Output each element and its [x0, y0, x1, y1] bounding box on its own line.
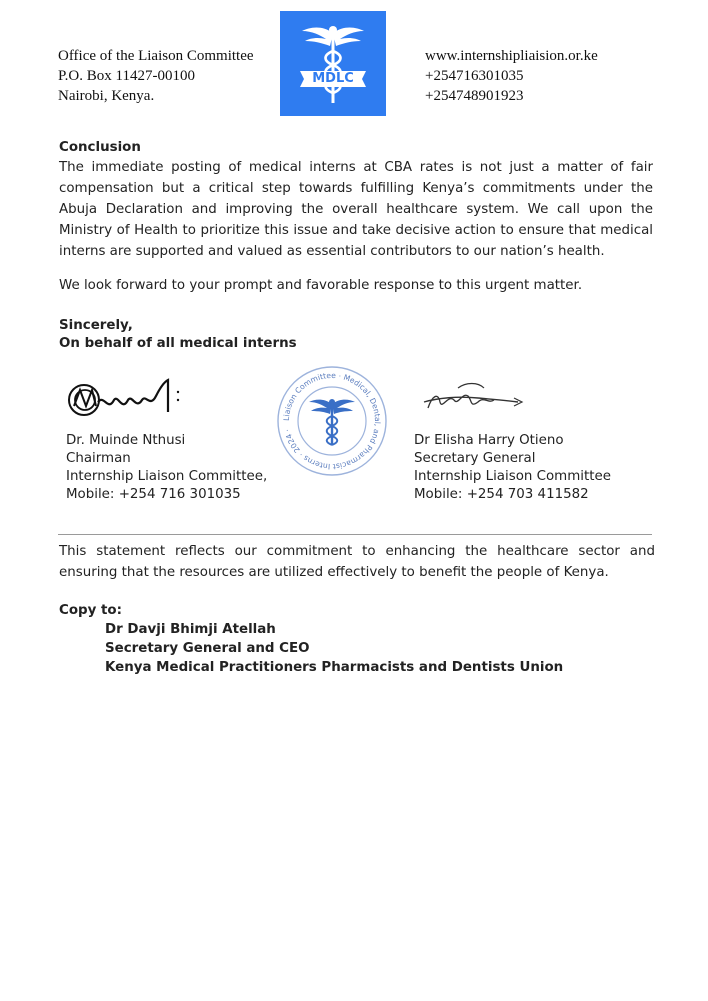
signatory-mobile: Mobile: +254 716 301035	[66, 487, 241, 502]
section-divider	[58, 534, 652, 535]
signatory-org: Internship Liaison Committee,	[66, 469, 268, 484]
address-line-city: Nairobi, Kenya.	[58, 88, 155, 104]
signatory-title: Chairman	[66, 451, 131, 466]
committee-stamp	[275, 364, 389, 478]
logo-text: MDLC	[312, 71, 354, 86]
signoff-behalf: On behalf of all medical interns	[59, 336, 297, 351]
caduceus-icon	[280, 11, 386, 116]
sender-address	[58, 46, 254, 106]
address-line-pobox: P.O. Box 11427-00100	[58, 68, 195, 84]
conclusion-body: The immediate posting of medical interns at CBA rates is not just a matter of fair compensation but a critical step towards fulfilling Kenya’s commitments under the Abuja Declaration and improving the overall healthcare system. We call upon the Ministry of Health to prioritize this issue and take decisive action to ensure that medical interns are supported and valued as essential contributors to our nation’s health.	[59, 160, 653, 259]
phone-line-1: +254716301035	[425, 68, 524, 84]
conclusion-heading: Conclusion	[59, 140, 141, 155]
recipient-org: Kenya Medical Practitioners Pharmacists and Dentists Union	[105, 660, 564, 675]
chairman-signature	[64, 372, 204, 422]
signoff-sincerely: Sincerely,	[59, 318, 133, 333]
stamp-caduceus-icon	[309, 399, 355, 445]
signatory-chairman	[66, 432, 267, 504]
signatory-title: Secretary General	[414, 451, 536, 466]
address-line-office: Office of the Liaison Committee	[58, 48, 254, 64]
contact-details	[425, 46, 598, 106]
website-link[interactable]: www.internshipliaision.or.ke	[425, 48, 598, 64]
closing-line: We look forward to your prompt and favorable response to this urgent matter.	[59, 278, 583, 293]
signatory-name: Dr Elisha Harry Otieno	[414, 433, 564, 448]
phone-line-2: +254748901923	[425, 88, 524, 104]
signatory-org: Internship Liaison Committee	[414, 469, 611, 484]
recipient-title: Secretary General and CEO	[105, 641, 310, 656]
recipient-name: Dr Davji Bhimji Atellah	[105, 622, 276, 637]
mdlc-logo	[280, 11, 386, 116]
stamp-ring-text: Liaison Committee · Medical, Dental, and Pharmacist Interns · 2024 ·	[281, 370, 383, 472]
commitment-statement: This statement reflects our commitment to enhancing the healthcare sector and ensuring that the resources are utilized effectively to benefit the people of Kenya.	[59, 544, 655, 580]
copy-to-label: Copy to:	[59, 603, 122, 618]
signatory-secretary	[414, 432, 611, 504]
signatory-mobile: Mobile: +254 703 411582	[414, 487, 589, 502]
copy-to-recipients	[105, 620, 563, 677]
secretary-signature	[418, 378, 528, 418]
signatory-name: Dr. Muinde Nthusi	[66, 433, 186, 448]
